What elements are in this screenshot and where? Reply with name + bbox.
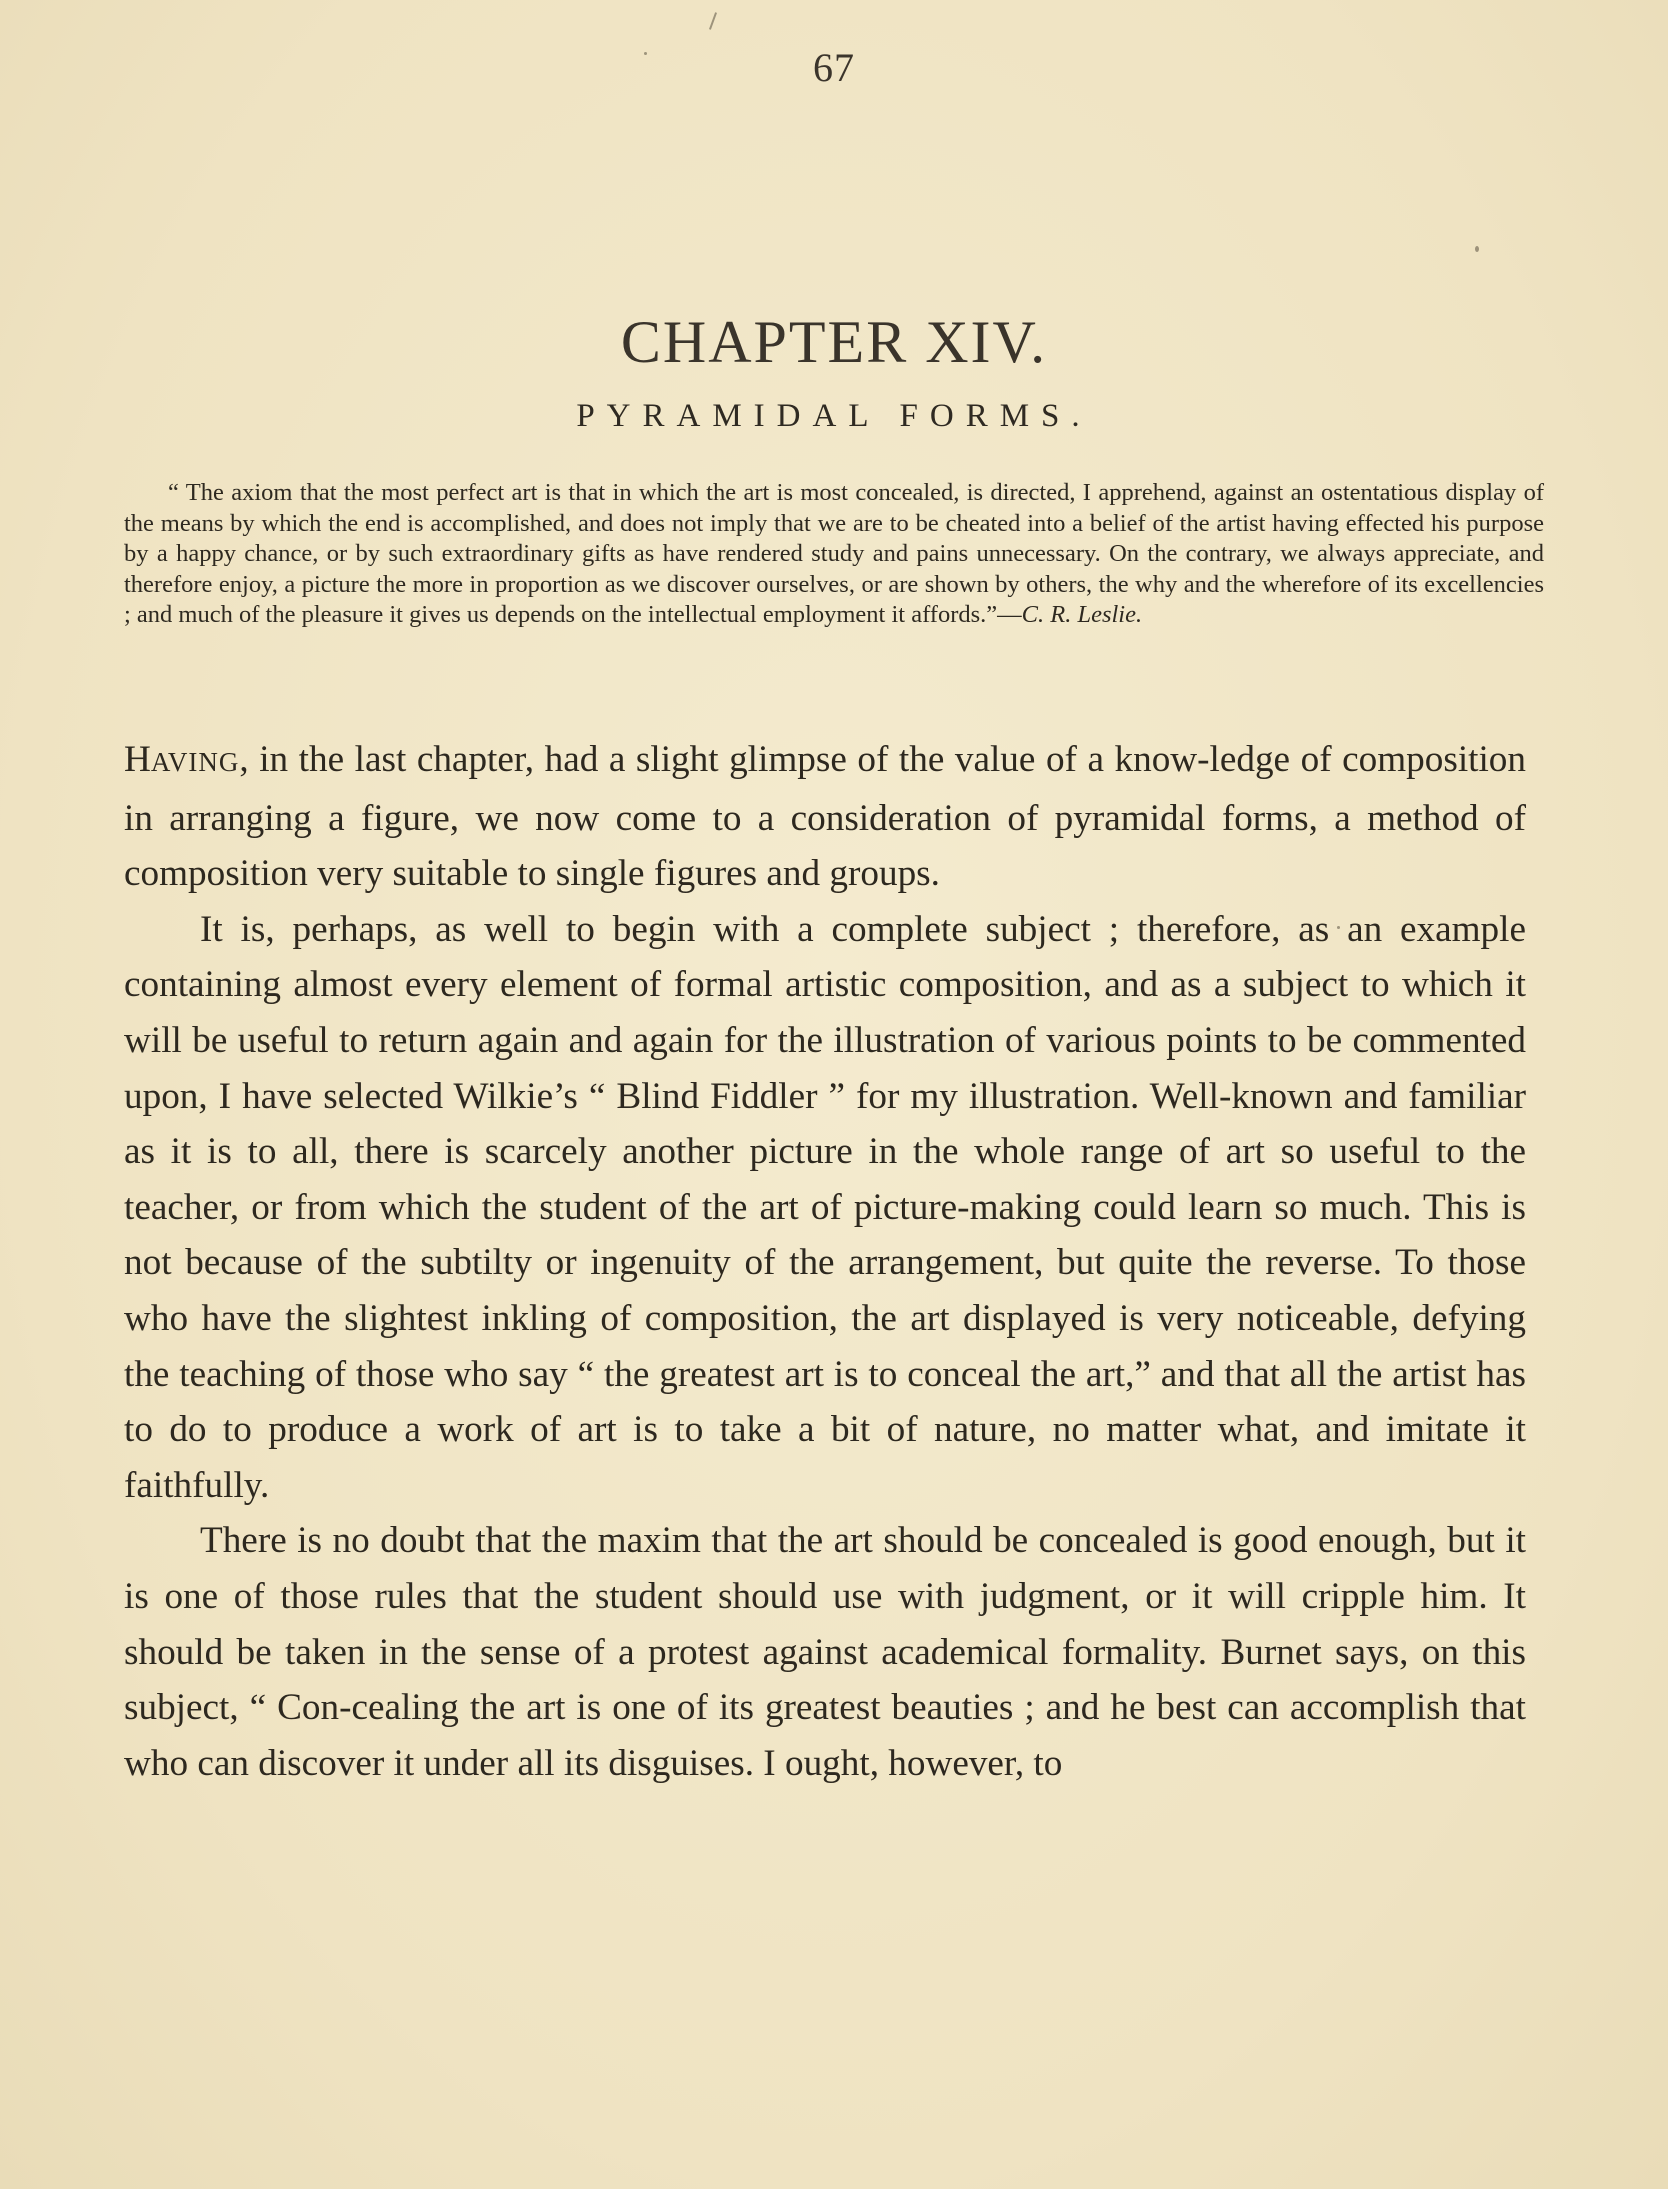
paragraph-1 <box>124 732 1526 902</box>
chapter-subtitle: PYRAMIDAL FORMS. <box>576 398 1092 434</box>
first-word-initial: H <box>124 739 151 780</box>
paragraph-1-text: , in the last chapter, had a slight glimpse of the value of a know-ledge of composition in arranging a figure, we now come to a consideration of pyramidal forms, a method of composition very suitable to single figures and groups. <box>124 739 1526 895</box>
epigraph <box>124 478 1544 631</box>
epigraph-attribution: C. R. Leslie. <box>1021 601 1143 628</box>
print-speck <box>1475 246 1479 252</box>
paragraph-3: There is no doubt that the maxim that the art should be concealed is good enough, but it is one of those rules that the student should use with judgment, or it will cripple him. It should be taken in the sense of a protest against academical formality. Burnet says, on this subject, “ Con-cealing the art is one of its greatest beauties ; and he best can accomplish that who can discover it under all its disguises. I ought, however, to <box>124 1520 1526 1784</box>
chapter-title: CHAPTER XIV. <box>620 309 1048 375</box>
paragraph-2: It is, perhaps, as well to begin with a complete subject ; therefore, as an example containing almost every element of formal artistic composition, and as a subject to which it will be useful to return again and again for the illustration of various points to be commented upon, I have selected Wilkie’s “ Blind Fiddler ” for my illustration. Well-known and familiar as it is to all, there is scarcely another picture in the whole range of art so useful to the teacher, or from which the student of the art of picture-making could learn so much. This is not because of the subtilty or ingenuity of the arrangement, but quite the reverse. To those who have the slightest inkling of composition, the art displayed is very noticeable, defying the teaching of those who say “ the greatest art is to conceal the art,” and that all the artist has to do to produce a work of art is to take a bit of nature, no matter what, and imitate it faithfully. <box>124 908 1526 1506</box>
print-speck <box>709 12 717 30</box>
first-word-rest: AVING <box>150 747 240 777</box>
page-number: 67 <box>813 45 855 90</box>
body-text <box>124 732 1526 1791</box>
epigraph-quote: “ The axiom that the most perfect art is that in which the art is most concealed, is directed, I apprehend, against an ostentatious display of the means by which the end is accomplished, and does not imply that we are to be cheated into a belief of the artist having effected his purpose by a happy chance, or by such extraordinary gifts as have rendered study and pains unnecessary. On the contrary, we always appreciate, and therefore enjoy, a picture the more in proportion as we discover ourselves, or are shown by others, the why and the wherefore of its excellencies ; and much of the pleasure it gives us depends on the intellectual employment it affords.”— <box>124 479 1544 628</box>
